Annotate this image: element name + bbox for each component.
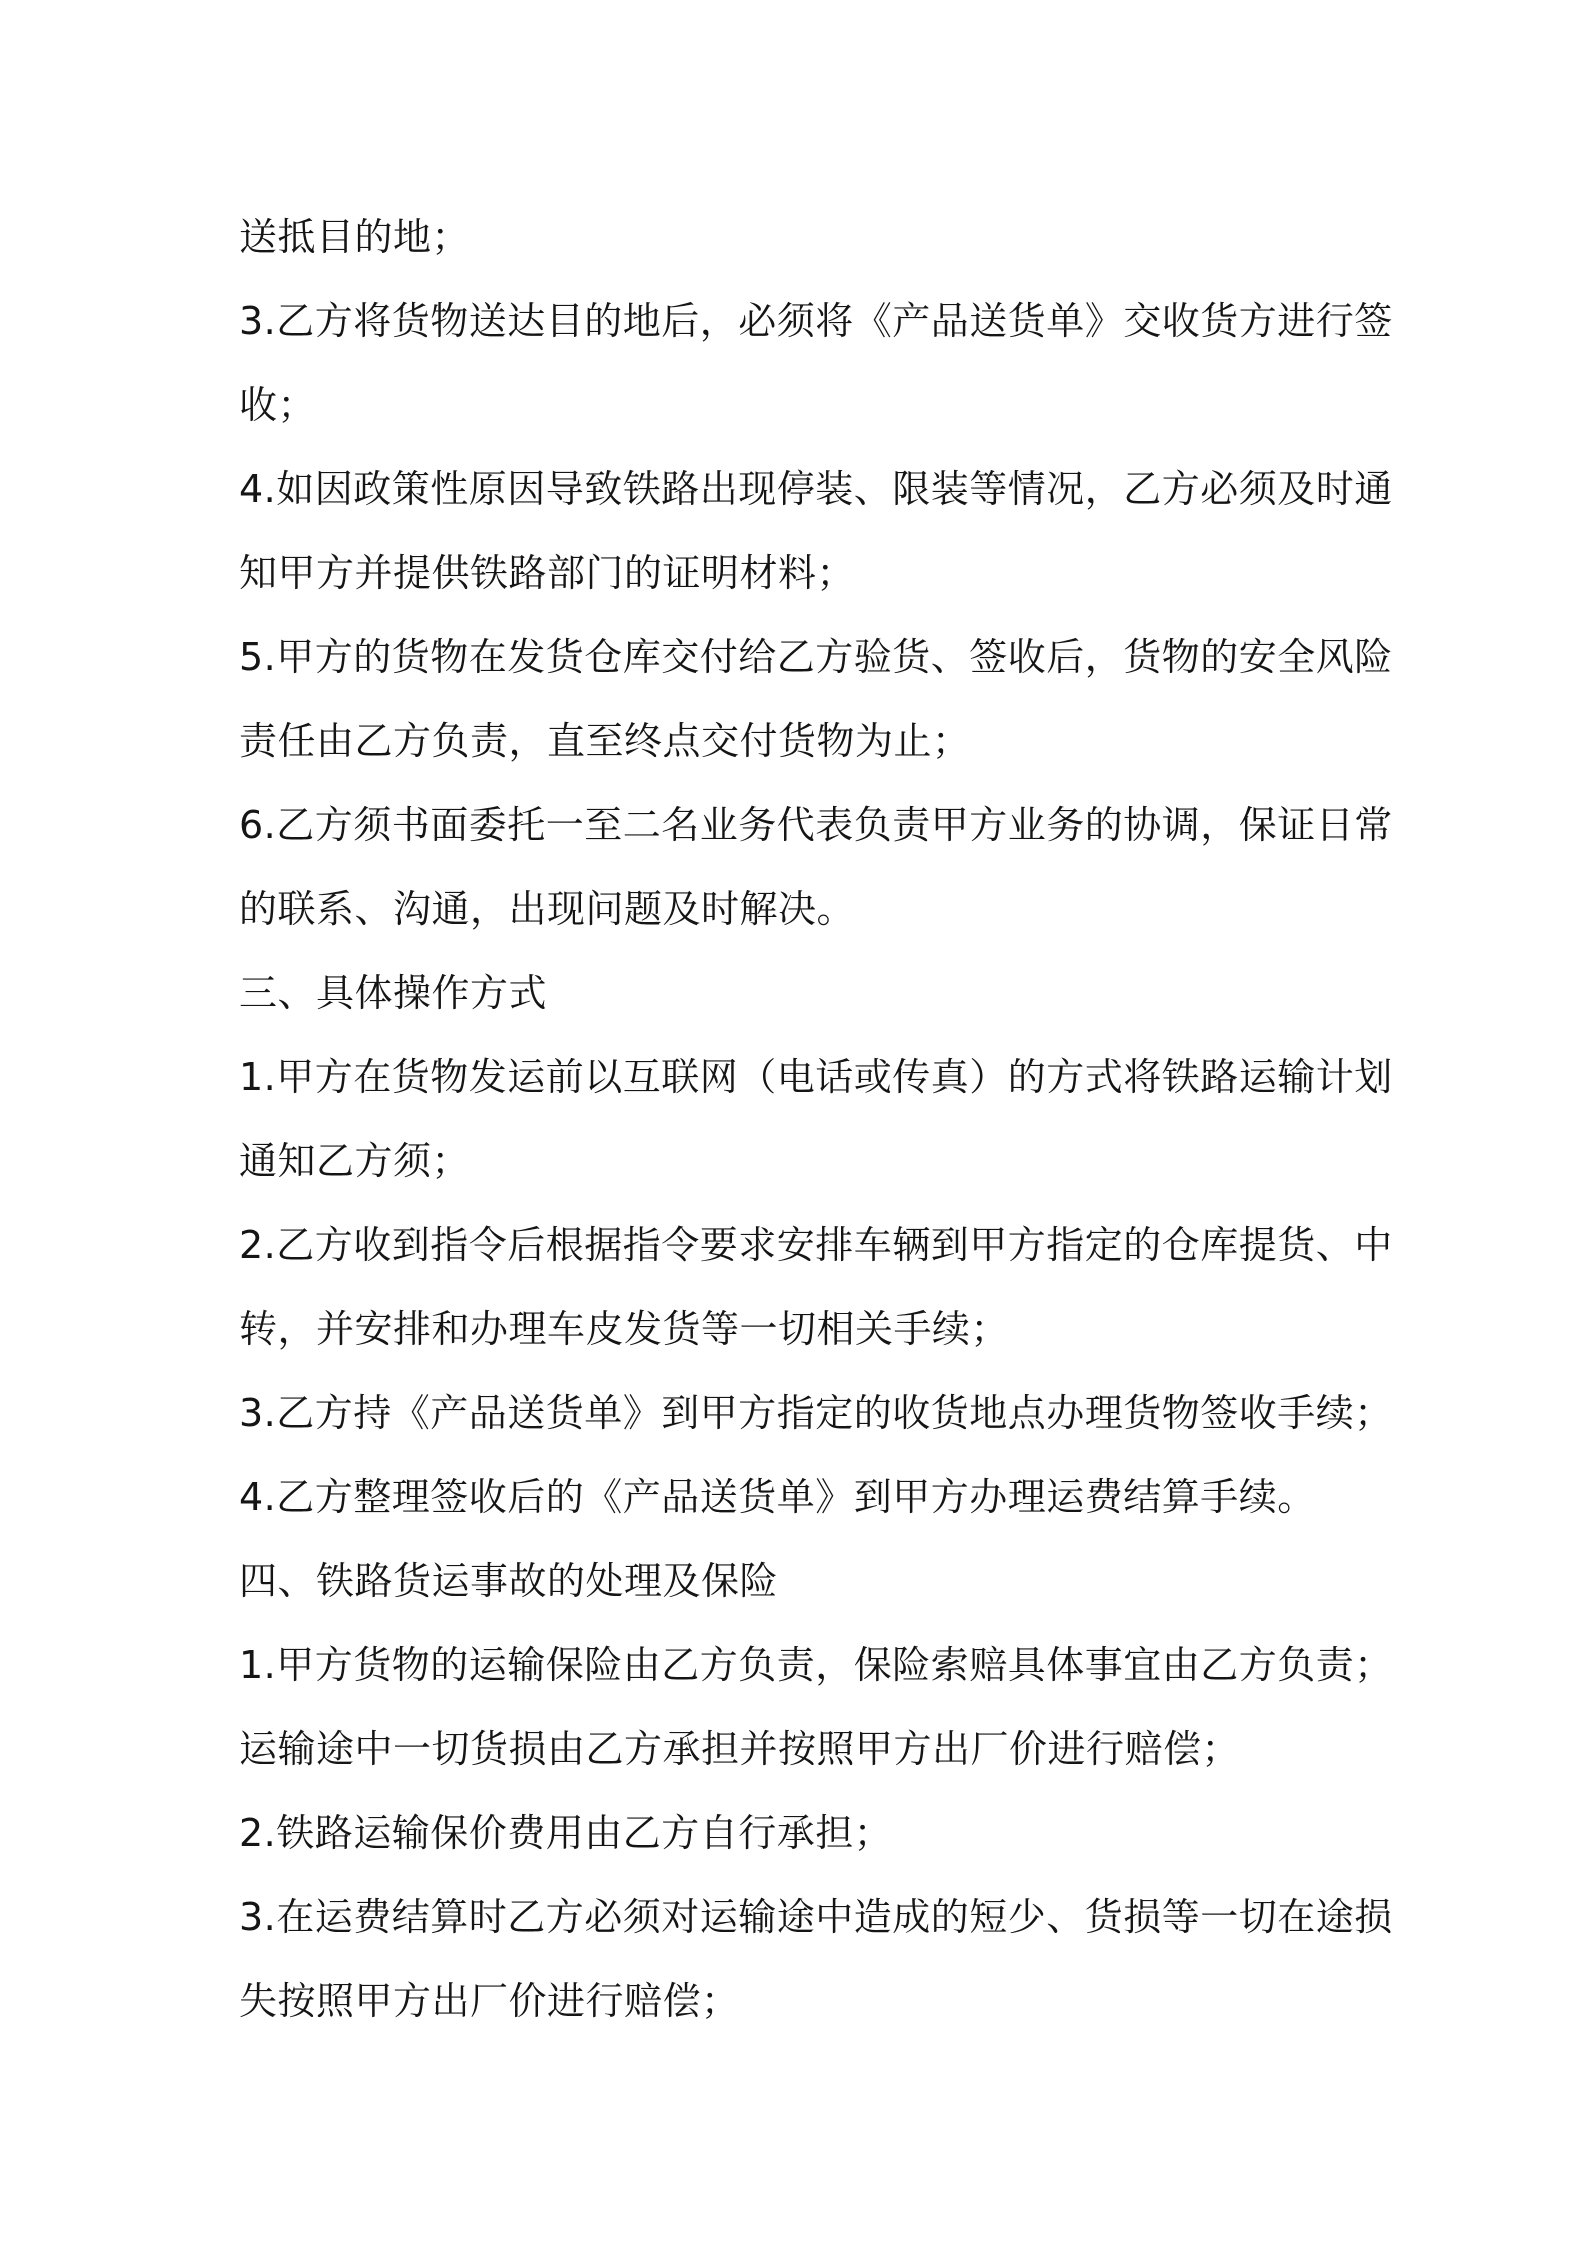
text-line: 1.甲方在货物发运前以互联网（电话或传真）的方式将铁路运输计划 <box>239 1055 1393 1099</box>
text-line: 责任由乙方负责，直至终点交付货物为止； <box>239 719 971 763</box>
text-line: 2.铁路运输保价费用由乙方自行承担； <box>239 1811 893 1855</box>
text-line: 3.在运费结算时乙方必须对运输途中造成的短少、货损等一切在途损 <box>239 1895 1393 1939</box>
text-line: 通知乙方须； <box>239 1139 471 1183</box>
text-line: 失按照甲方出厂价进行赔偿； <box>239 1979 740 2023</box>
section-heading: 四、铁路货运事故的处理及保险 <box>239 1559 779 1603</box>
text-line: 的联系、沟通，出现问题及时解决。 <box>239 887 856 931</box>
text-line: 送抵目的地； <box>239 215 471 259</box>
text-line: 转，并安排和办理车皮发货等一切相关手续； <box>239 1307 1010 1351</box>
text-line: 4.乙方整理签收后的《产品送货单》到甲方办理运费结算手续。 <box>239 1475 1316 1519</box>
text-line: 收； <box>239 383 317 427</box>
text-line: 1.甲方货物的运输保险由乙方负责，保险索赔具体事宜由乙方负责； <box>239 1643 1393 1687</box>
text-line: 3.乙方持《产品送货单》到甲方指定的收货地点办理货物签收手续； <box>239 1391 1393 1435</box>
section-heading: 三、具体操作方式 <box>239 971 548 1015</box>
text-line: 知甲方并提供铁路部门的证明材料； <box>239 551 856 595</box>
text-line: 2.乙方收到指令后根据指令要求安排车辆到甲方指定的仓库提货、中 <box>239 1223 1393 1267</box>
document-body <box>239 195 1393 2043</box>
text-line: 5.甲方的货物在发货仓库交付给乙方验货、签收后，货物的安全风险 <box>239 635 1393 679</box>
text-line: 3.乙方将货物送达目的地后，必须将《产品送货单》交收货方进行签 <box>239 299 1393 343</box>
text-line: 运输途中一切货损由乙方承担并按照甲方出厂价进行赔偿； <box>239 1727 1241 1771</box>
text-line: 4.如因政策性原因导致铁路出现停装、限装等情况，乙方必须及时通 <box>239 467 1393 511</box>
text-line: 6.乙方须书面委托一至二名业务代表负责甲方业务的协调，保证日常 <box>239 803 1393 847</box>
